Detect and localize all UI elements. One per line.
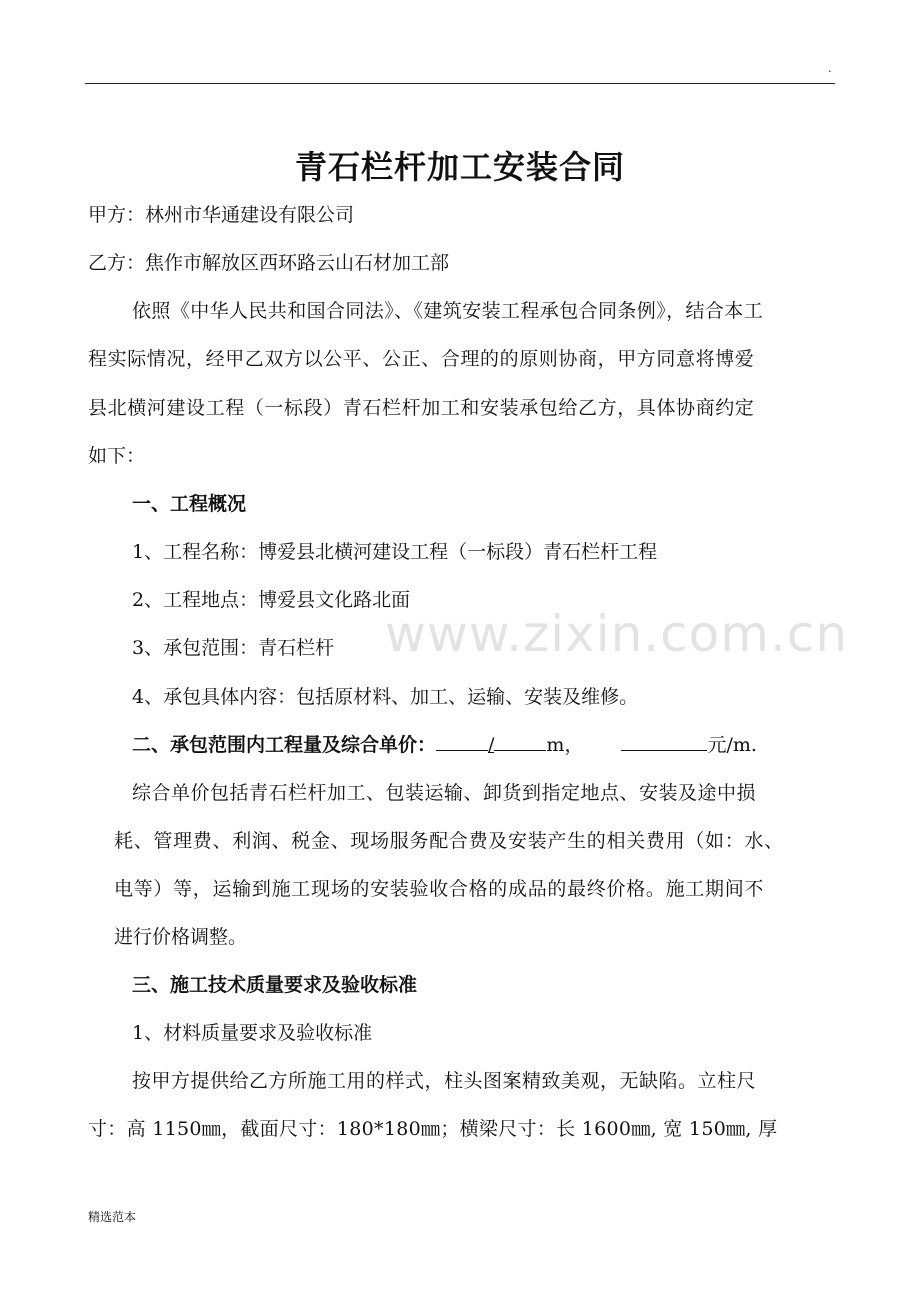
quantity-slash: /: [488, 734, 495, 756]
section2-heading-line: [132, 730, 757, 757]
footer-label: 精选范本: [88, 1210, 137, 1224]
section1-item-1: 1、工程名称：博爱县北横河建设工程（一标段）青石栏杆工程: [132, 541, 658, 563]
section1-item-4: 4、承包具体内容：包括原材料、加工、运输、安装及维修。: [132, 686, 639, 708]
unit-m: m，: [546, 734, 584, 756]
section3-body-1: 按甲方提供给乙方所施工用的样式，柱头图案精致美观，无缺陷。立柱尺: [132, 1070, 757, 1092]
party-b: 乙方：焦作市解放区西环路云山石材加工部: [88, 252, 450, 274]
intro-line-2: 程实际情况，经甲乙双方以公平、公正、合理的的原则协商，甲方同意将博爱: [88, 348, 755, 370]
section3-body-2: 寸：高 1150㎜，截面尺寸：180*180㎜；横梁尺寸：长 1600㎜, 宽 150㎜, 厚: [88, 1118, 778, 1140]
party-a: 甲方：林州市华通建设有限公司: [88, 204, 355, 226]
header-mark: .: [828, 62, 832, 75]
unit-price: 元/m.: [707, 734, 757, 756]
section2-body-1: 综合单价包括青石栏杆加工、包装运输、卸货到指定地点、安装及途中损: [132, 782, 757, 804]
quantity-blank-1: [436, 732, 488, 751]
section2-body-3: 电等）等，运输到施工现场的安装验收合格的成品的最终价格。施工期间不: [114, 878, 765, 900]
section2-body-2: 耗、管理费、利润、税金、现场服务配合费及安装产生的相关费用（如：水、: [114, 830, 784, 852]
section2-body-4: 进行价格调整。: [114, 926, 248, 948]
document-title: 青石栏杆加工安装合同: [294, 148, 625, 186]
header-rule: [85, 83, 835, 84]
intro-line-3: 县北横河建设工程（一标段）青石栏杆加工和安装承包给乙方，具体协商约定: [88, 397, 755, 419]
intro-line-4: 如下：: [88, 445, 146, 467]
section3-heading: 三、施工技术质量要求及验收标准: [132, 974, 418, 996]
quantity-blank-2: [494, 732, 546, 751]
section3-sub1: 1、材料质量要求及验收标准: [132, 1022, 373, 1044]
price-blank: [621, 732, 707, 751]
section2-heading: 二、承包范围内工程量及综合单价：: [132, 734, 437, 756]
section1-heading: 一、工程概况: [132, 493, 247, 515]
intro-line-1: 依照《中华人民共和国合同法》、《建筑安装工程承包合同条例》，结合本工: [132, 300, 764, 322]
section1-item-3: 3、承包范围：青石栏杆: [132, 637, 335, 659]
section1-item-2: 2、工程地点：博爱县文化路北面: [132, 589, 411, 611]
watermark: www.zixin.com.cn: [385, 605, 849, 663]
